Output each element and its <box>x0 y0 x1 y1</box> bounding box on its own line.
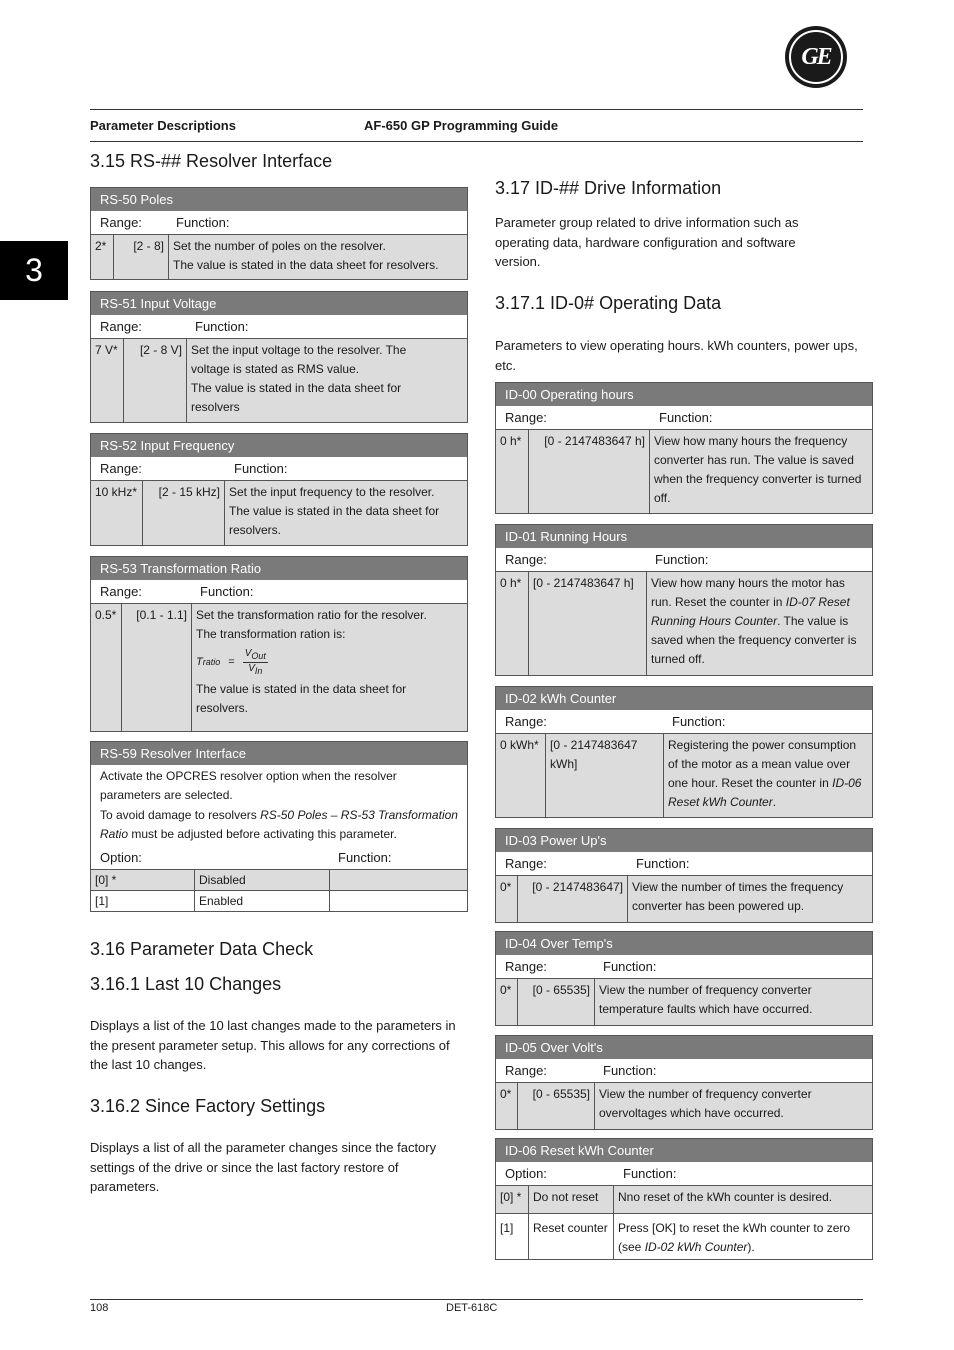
option-label: Enabled <box>195 891 330 911</box>
option-label: Reset counter <box>529 1214 614 1259</box>
param-column-headers <box>496 852 872 876</box>
param-column-headers <box>91 580 467 604</box>
param-row <box>496 430 872 513</box>
ge-logo <box>785 26 847 88</box>
description-text: Activate the OPCRES resolver option when the resolver parameters are selected. <box>100 769 397 803</box>
function-text: Registering the power consumption of the motor as a mean value over one hour. Reset the counter in ID-06 Reset kWh Counter. <box>668 738 862 809</box>
param-row <box>496 734 872 817</box>
function-header: Function: <box>234 461 288 476</box>
footer-rule <box>90 1299 863 1300</box>
heading-3-17: 3.17 ID-## Drive Information <box>495 178 722 198</box>
default-value: 7 V* <box>91 339 124 422</box>
equation-lhs-sub: ratio <box>202 656 221 667</box>
param-rs50 <box>90 187 468 280</box>
paragraph-3-16-1: Displays a list of the 10 last changes made to the parameters in the present parameter setup. This allows for any corrections of the last 10 changes. <box>90 1018 456 1072</box>
function-text: View how many hours the frequency converter has run. The value is saved when the frequency converter is turned off. <box>654 434 862 505</box>
range-header: Range: <box>505 714 547 729</box>
ge-logo-text: GE <box>789 30 843 84</box>
option-code: [0] * <box>91 870 195 890</box>
param-id05 <box>495 1035 873 1130</box>
param-title: ID-02 kWh Counter <box>496 687 872 710</box>
doc-code: DET-618C <box>446 1302 498 1314</box>
default-value: 0 h* <box>496 572 529 675</box>
param-column-headers <box>496 1162 872 1186</box>
heading-3-16-2: 3.16.2 Since Factory Settings <box>90 1096 326 1116</box>
equation-equals: = <box>228 655 235 668</box>
option-function <box>330 870 467 890</box>
function-text: Set the input frequency to the resolver. The value is stated in the data sheet for resolvers. <box>229 485 440 537</box>
default-value: 10 kHz* <box>91 481 143 545</box>
param-title: RS-52 Input Frequency <box>91 434 467 457</box>
equation-fraction <box>243 648 268 677</box>
function-text: The transformation ration is: <box>196 627 346 641</box>
function-header: Function: <box>338 850 392 866</box>
equation-numerator-sub: Out <box>251 650 266 661</box>
param-id02 <box>495 686 873 818</box>
range-value: [0 - 65535] <box>518 1083 595 1129</box>
range-value: [0 - 2147483647 h] <box>529 572 647 675</box>
default-value: 0 kWh* <box>496 734 546 817</box>
chapter-tab: 3 <box>0 241 68 300</box>
function-text: Set the input voltage to the resolver. The voltage is stated as RMS value. The value is stated in the data sheet for resolvers <box>191 343 407 414</box>
param-rs52 <box>90 433 468 546</box>
function-text: Set the number of poles on the resolver. The value is stated in the data sheet for resolvers. <box>173 239 439 272</box>
param-row <box>496 876 872 922</box>
paragraph-3-17-1: Parameters to view operating hours. kWh counters, power ups, etc. <box>495 338 858 373</box>
range-header: Range: <box>100 584 142 599</box>
range-value: [0 - 2147483647 kWh] <box>546 734 664 817</box>
param-id06 <box>495 1138 873 1260</box>
param-title: ID-00 Operating hours <box>496 383 872 406</box>
option-function: Nno reset of the kWh counter is desired. <box>618 1190 833 1204</box>
heading-3-16: 3.16 Parameter Data Check <box>90 939 314 959</box>
param-column-headers <box>91 457 467 481</box>
param-row <box>91 481 467 545</box>
param-row <box>496 572 872 675</box>
equation-denominator: V <box>248 662 255 674</box>
param-title: RS-51 Input Voltage <box>91 292 467 315</box>
param-id01 <box>495 524 873 676</box>
range-header: Range: <box>505 856 547 871</box>
param-title: RS-50 Poles <box>91 188 467 211</box>
heading-3-16-1: 3.16.1 Last 10 Changes <box>90 974 282 994</box>
param-row <box>91 339 467 422</box>
param-id03 <box>495 828 873 923</box>
function-text: View the number of times the frequency converter has been powered up. <box>632 880 844 913</box>
function-text: The value is stated in the data sheet for resolvers. <box>196 682 407 715</box>
page-number: 108 <box>90 1302 109 1314</box>
option-code: [0] * <box>496 1186 529 1213</box>
function-text: View how many hours the motor has run. Reset the counter in ID-07 Reset Running Hours Counter. The value is saved when the frequency converter is turned off. <box>651 576 857 666</box>
param-title: ID-04 Over Temp's <box>496 932 872 955</box>
function-header: Function: <box>659 410 713 425</box>
default-value: 0* <box>496 1083 518 1129</box>
function-header: Function: <box>603 1063 657 1078</box>
range-value: [0 - 2147483647 h] <box>529 430 650 513</box>
option-header: Option: <box>505 1166 547 1181</box>
function-header: Function: <box>200 584 254 599</box>
option-code: [1] <box>496 1214 529 1259</box>
equation-lhs: T <box>196 655 203 668</box>
function-text: Set the transformation ratio for the resolver. <box>196 608 427 622</box>
option-function <box>330 891 467 911</box>
param-column-headers <box>496 955 872 979</box>
range-value: [0.1 - 1.1] <box>122 604 192 731</box>
param-title: RS-53 Transformation Ratio <box>91 557 467 580</box>
function-header: Function: <box>176 215 230 230</box>
description-text: To avoid damage to resolvers RS-50 Poles – RS-53 Transformation Ratio must be adjusted before activating this parameter. <box>100 807 458 841</box>
option-row <box>91 869 467 891</box>
function-header: Function: <box>672 714 726 729</box>
range-header: Range: <box>505 959 547 974</box>
param-column-headers <box>496 406 872 430</box>
range-header: Range: <box>505 1063 547 1078</box>
default-value: 2* <box>91 235 114 279</box>
param-title: ID-05 Over Volt's <box>496 1036 872 1059</box>
function-header: Function: <box>195 319 249 334</box>
option-row <box>91 891 467 912</box>
option-code: [1] <box>91 891 195 911</box>
param-row <box>91 604 467 731</box>
function-text: View the number of frequency converter temperature faults which have occurred. <box>599 983 813 1016</box>
equation-numerator: V <box>244 647 252 659</box>
param-rs59 <box>90 741 468 912</box>
param-column-headers <box>91 846 467 869</box>
header-rule-bottom <box>90 141 863 142</box>
option-label: Disabled <box>195 870 330 890</box>
option-row <box>496 1214 872 1259</box>
range-header: Range: <box>505 552 547 567</box>
option-label: Do not reset <box>529 1186 614 1213</box>
range-header: Range: <box>505 410 547 425</box>
param-row <box>496 1083 872 1129</box>
param-row <box>91 235 467 279</box>
header-rule-top <box>90 109 863 110</box>
range-value: [0 - 2147483647] <box>518 876 628 922</box>
param-title: RS-59 Resolver Interface <box>91 742 467 765</box>
param-column-headers <box>91 211 467 235</box>
option-row <box>496 1186 872 1214</box>
heading-3-15: 3.15 RS-## Resolver Interface <box>90 151 333 171</box>
default-value: 0* <box>496 979 518 1025</box>
function-header: Function: <box>623 1166 677 1181</box>
default-value: 0.5* <box>91 604 122 731</box>
range-value: [0 - 65535] <box>518 979 595 1025</box>
param-title: ID-06 Reset kWh Counter <box>496 1139 872 1162</box>
function-cell <box>192 604 467 731</box>
range-value: [2 - 8 V] <box>124 339 187 422</box>
param-row <box>496 979 872 1025</box>
header-doc-title: AF-650 GP Programming Guide <box>364 118 559 133</box>
header-section-name: Parameter Descriptions <box>90 118 236 133</box>
function-header: Function: <box>603 959 657 974</box>
equation-denominator-sub: In <box>254 665 263 676</box>
heading-3-17-1: 3.17.1 ID-0# Operating Data <box>495 293 722 313</box>
paragraph-3-16-2: Displays a list of all the parameter changes since the factory settings of the drive or since the last factory restore of parameters. <box>90 1140 437 1194</box>
param-title: ID-01 Running Hours <box>496 525 872 548</box>
range-value: [2 - 8] <box>114 235 169 279</box>
ratio-equation <box>196 644 463 680</box>
param-id04 <box>495 931 873 1026</box>
range-value: [2 - 15 kHz] <box>143 481 225 545</box>
option-header: Option: <box>100 850 142 866</box>
param-description <box>91 765 467 846</box>
function-header: Function: <box>655 552 709 567</box>
range-header: Range: <box>100 215 142 230</box>
option-function: Press [OK] to reset the kWh counter to zero (see ID-02 kWh Counter). <box>618 1221 851 1254</box>
param-column-headers <box>496 710 872 734</box>
default-value: 0* <box>496 876 518 922</box>
param-column-headers <box>496 548 872 572</box>
range-header: Range: <box>100 461 142 476</box>
paragraph-3-17: Parameter group related to drive information such as operating data, hardware configuration and software version. <box>495 215 799 269</box>
default-value: 0 h* <box>496 430 529 513</box>
param-column-headers <box>91 315 467 339</box>
range-header: Range: <box>100 319 142 334</box>
function-header: Function: <box>636 856 690 871</box>
param-column-headers <box>496 1059 872 1083</box>
param-title: ID-03 Power Up's <box>496 829 872 852</box>
param-rs51 <box>90 291 468 423</box>
param-rs53 <box>90 556 468 732</box>
function-text: View the number of frequency converter overvoltages which have occurred. <box>599 1087 812 1120</box>
param-id00 <box>495 382 873 514</box>
